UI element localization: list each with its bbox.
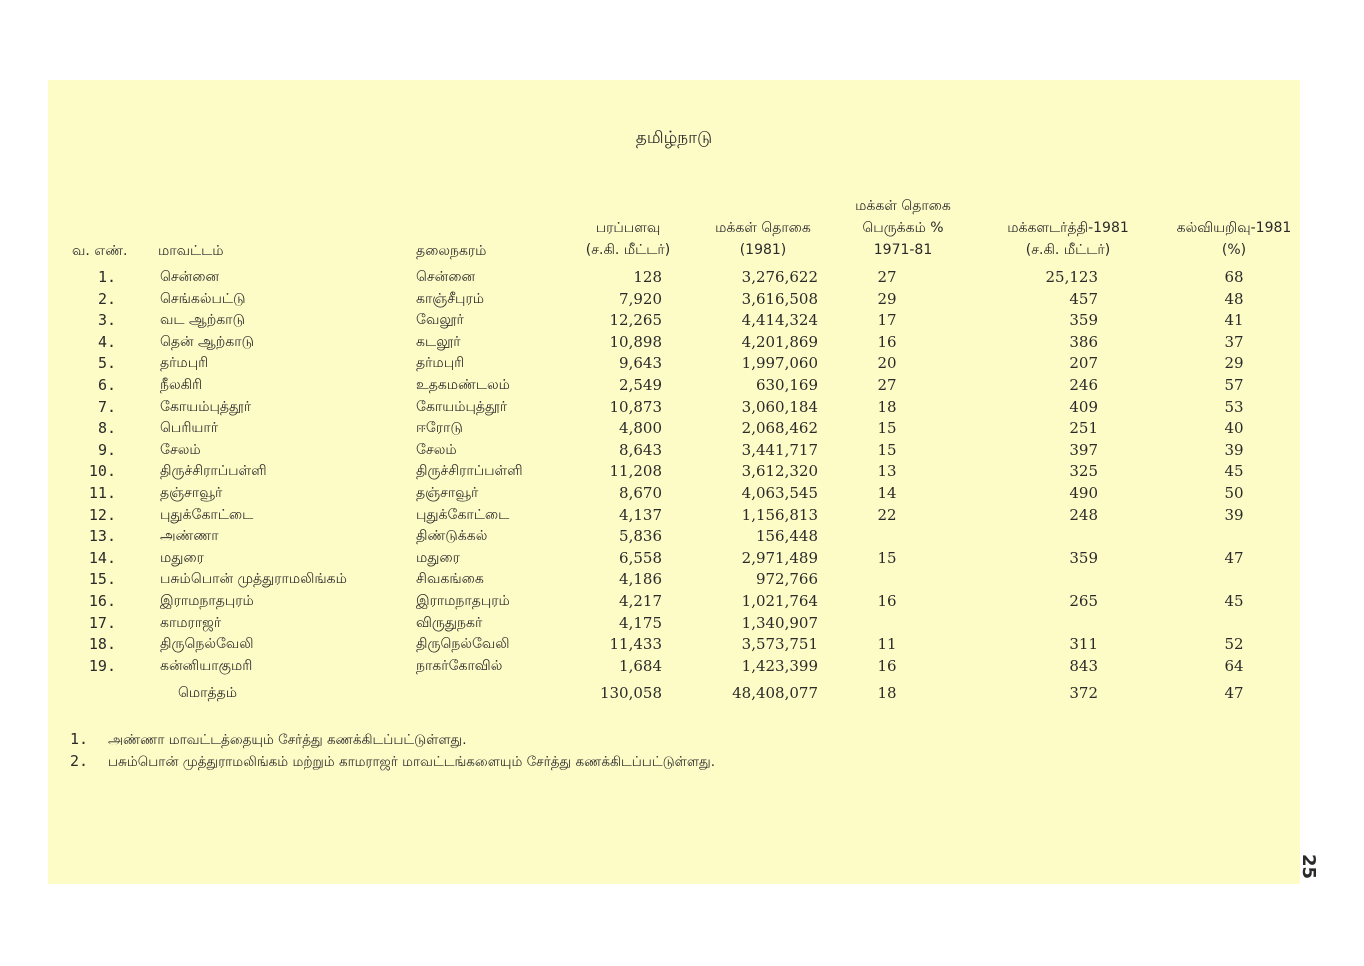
cell-area: 4,175	[619, 613, 662, 632]
cell-sno: 9.	[97, 440, 116, 459]
cell-area: 7,920	[619, 289, 662, 308]
cell-capital: திருநெல்வேலி	[416, 636, 510, 653]
total-label: மொத்தம்	[178, 685, 237, 701]
cell-area: 1,684	[619, 656, 662, 675]
table-row	[48, 331, 1300, 353]
table-row	[48, 525, 1300, 547]
cell-sno: 1.	[97, 268, 116, 286]
footnote-2-number: 2.	[70, 752, 89, 770]
cell-density: 457	[1069, 289, 1098, 308]
table-row	[48, 504, 1300, 526]
cell-population: 1,021,764	[741, 592, 818, 610]
footnote-2	[70, 752, 715, 772]
total-area: 130,058	[599, 684, 662, 702]
cell-district: திருச்சிராப்பள்ளி	[160, 463, 267, 480]
cell-population: 1,156,813	[741, 505, 818, 524]
cell-growth: 13	[877, 462, 897, 481]
cell-literacy: 45	[1224, 592, 1244, 610]
header-literacy	[1164, 217, 1304, 261]
header-population-line1: மக்கள் தொகை	[715, 220, 811, 236]
cell-density: 359	[1069, 311, 1098, 330]
footnote-1-number: 1.	[70, 730, 89, 748]
cell-area: 8,643	[619, 440, 662, 459]
table-row	[48, 352, 1300, 374]
cell-district: தென் ஆற்காடு	[160, 333, 255, 350]
total-density: 372	[1069, 684, 1098, 702]
cell-population: 1,340,907	[741, 613, 818, 632]
cell-capital: தஞ்சாவூர்	[416, 485, 479, 501]
cell-literacy: 48	[1224, 289, 1244, 308]
cell-area: 4,186	[619, 570, 662, 589]
cell-density: 207	[1069, 354, 1098, 373]
header-sno: வ. எண்.	[72, 243, 128, 259]
header-area-line2: (ச.கி. மீட்டர்)	[585, 242, 671, 258]
header-growth	[838, 195, 968, 261]
cell-density: 409	[1069, 397, 1098, 416]
cell-population: 156,448	[755, 527, 818, 546]
cell-area: 8,670	[619, 484, 662, 502]
cell-density: 397	[1069, 440, 1098, 459]
cell-sno: 13.	[88, 527, 116, 546]
cell-area: 4,217	[619, 592, 662, 610]
cell-growth: 16	[877, 332, 897, 351]
cell-area: 11,433	[609, 635, 662, 654]
header-literacy-line1: கல்வியறிவு-1981	[1176, 220, 1292, 236]
cell-growth: 18	[877, 397, 897, 416]
cell-population: 3,441,717	[741, 440, 818, 459]
cell-growth: 16	[877, 656, 897, 675]
cell-area: 10,898	[609, 332, 662, 351]
page-title: தமிழ்நாடு	[635, 128, 713, 148]
header-literacy-line2: (%)	[1221, 242, 1247, 258]
cell-district: இராமநாதபுரம்	[160, 593, 254, 609]
cell-growth: 15	[877, 440, 897, 459]
header-density	[988, 217, 1148, 261]
cell-literacy: 40	[1224, 419, 1244, 438]
cell-growth: 16	[877, 592, 897, 610]
cell-area: 5,836	[619, 527, 662, 546]
cell-sno: 4.	[97, 332, 116, 351]
cell-capital: தர்மபுரி	[416, 355, 465, 372]
total-growth: 18	[877, 684, 897, 702]
cell-literacy: 39	[1224, 505, 1244, 524]
table-row	[48, 266, 1300, 288]
cell-literacy: 50	[1224, 484, 1244, 502]
cell-capital: சிவகங்கை	[416, 571, 484, 588]
cell-district: தஞ்சாவூர்	[160, 485, 223, 501]
cell-sno: 7.	[97, 397, 116, 416]
cell-density: 386	[1069, 332, 1098, 351]
cell-capital: சென்னை	[416, 269, 476, 285]
cell-population: 1,423,399	[741, 656, 818, 675]
cell-population: 3,060,184	[741, 397, 818, 416]
table-row	[48, 612, 1300, 634]
cell-density: 25,123	[1045, 268, 1098, 286]
cell-literacy: 52	[1224, 635, 1244, 654]
total-row	[48, 682, 1300, 704]
cell-capital: நாகர்கோவில்	[416, 657, 503, 674]
cell-district: பசும்பொன் முத்துராமலிங்கம்	[160, 571, 347, 588]
header-area	[568, 217, 688, 261]
header-density-line1: மக்களடர்த்தி-1981	[1007, 220, 1129, 236]
cell-population: 972,766	[755, 570, 818, 589]
cell-capital: திருச்சிராப்பள்ளி	[416, 463, 523, 480]
cell-population: 2,068,462	[741, 419, 818, 438]
cell-capital: விருதுநகர்	[416, 614, 483, 631]
cell-growth: 20	[877, 354, 897, 373]
total-population: 48,408,077	[732, 684, 818, 702]
cell-capital: புதுக்கோட்டை	[416, 506, 510, 523]
cell-population: 3,573,751	[741, 635, 818, 654]
table-row	[48, 288, 1300, 310]
table-row	[48, 633, 1300, 655]
cell-population: 4,201,869	[741, 332, 818, 351]
cell-density: 359	[1069, 548, 1098, 567]
cell-district: சேலம்	[160, 441, 201, 458]
header-density-line2: (ச.கி. மீட்டர்)	[1025, 242, 1111, 258]
cell-sno: 12.	[88, 505, 116, 524]
cell-sno: 11.	[88, 484, 116, 502]
cell-density: 246	[1069, 376, 1098, 394]
table-row	[48, 482, 1300, 504]
cell-sno: 16.	[88, 592, 116, 610]
cell-district: புதுக்கோட்டை	[160, 506, 254, 523]
cell-population: 3,276,622	[741, 268, 818, 286]
header-growth-line3: 1971-81	[873, 242, 933, 258]
cell-area: 4,800	[619, 419, 662, 438]
cell-sno: 10.	[88, 462, 116, 481]
cell-population: 3,616,508	[741, 289, 818, 308]
table-row	[48, 655, 1300, 677]
cell-district: காமராஜர்	[160, 614, 222, 631]
cell-density: 248	[1069, 505, 1098, 524]
header-area-line1: பரப்பளவு	[595, 220, 661, 236]
cell-capital: உதகமண்டலம்	[416, 377, 510, 393]
cell-district: திருநெல்வேலி	[160, 636, 254, 653]
table-row	[48, 417, 1300, 439]
table-row	[48, 439, 1300, 461]
cell-district: கோயம்புத்தூர்	[160, 398, 252, 415]
header-population	[708, 217, 818, 261]
header-district: மாவட்டம்	[158, 243, 224, 259]
cell-literacy: 29	[1224, 354, 1244, 373]
cell-sno: 8.	[97, 419, 116, 438]
cell-sno: 14.	[88, 548, 116, 567]
cell-capital: கோயம்புத்தூர்	[416, 398, 508, 415]
cell-capital: ஈரோடு	[416, 420, 463, 437]
cell-density: 490	[1069, 484, 1098, 502]
cell-literacy: 47	[1224, 548, 1244, 567]
cell-sno: 6.	[97, 376, 116, 394]
cell-district: செங்கல்பட்டு	[160, 290, 246, 307]
cell-capital: வேலூர்	[416, 312, 464, 329]
cell-literacy: 45	[1224, 462, 1244, 481]
cell-capital: திண்டுக்கல்	[416, 528, 488, 545]
cell-density: 843	[1069, 656, 1098, 675]
cell-literacy: 53	[1224, 397, 1244, 416]
cell-growth: 29	[877, 289, 897, 308]
cell-literacy: 57	[1224, 376, 1244, 394]
cell-population: 2,971,489	[741, 548, 818, 567]
total-literacy: 47	[1224, 684, 1244, 702]
cell-density: 251	[1069, 419, 1098, 438]
cell-district: கன்னியாகுமரி	[160, 657, 253, 674]
header-growth-line2: பெருக்கம் %	[862, 220, 944, 236]
cell-district: தர்மபுரி	[160, 355, 209, 372]
cell-population: 3,612,320	[741, 462, 818, 481]
cell-area: 10,873	[609, 397, 662, 416]
cell-population: 4,063,545	[741, 484, 818, 502]
cell-density: 265	[1069, 592, 1098, 610]
cell-sno: 15.	[88, 570, 116, 589]
cell-sno: 18.	[88, 635, 116, 654]
cell-literacy: 68	[1224, 268, 1244, 286]
cell-district: வட ஆற்காடு	[160, 312, 245, 329]
cell-district: பெரியார்	[160, 420, 219, 437]
cell-growth: 27	[877, 268, 897, 286]
table-row	[48, 396, 1300, 418]
cell-district: அண்ணா	[160, 528, 219, 545]
cell-growth: 22	[877, 505, 897, 524]
cell-growth: 14	[877, 484, 897, 502]
table-row	[48, 590, 1300, 612]
cell-population: 1,997,060	[741, 354, 818, 373]
cell-sno: 5.	[97, 354, 116, 373]
cell-growth: 15	[877, 548, 897, 567]
cell-capital: இராமநாதபுரம்	[416, 593, 510, 609]
cell-density: 325	[1069, 462, 1098, 481]
cell-area: 9,643	[619, 354, 662, 373]
header-capital: தலைநகரம்	[416, 243, 487, 259]
cell-growth: 15	[877, 419, 897, 438]
cell-area: 12,265	[609, 311, 662, 330]
page-number: 25	[1298, 853, 1320, 880]
cell-area: 6,558	[619, 548, 662, 567]
header-growth-line1: மக்கள் தொகை	[855, 198, 951, 214]
cell-population: 630,169	[755, 376, 818, 394]
cell-capital: கடலூர்	[416, 333, 461, 350]
cell-area: 2,549	[619, 376, 662, 394]
table-row	[48, 460, 1300, 482]
cell-literacy: 39	[1224, 440, 1244, 459]
cell-literacy: 37	[1224, 332, 1244, 351]
cell-area: 11,208	[609, 462, 662, 481]
footnote-1	[70, 730, 467, 750]
cell-district: நீலகிரி	[160, 377, 203, 393]
cell-area: 4,137	[619, 505, 662, 524]
cell-sno: 3.	[97, 311, 116, 330]
table-row	[48, 309, 1300, 331]
table-row	[48, 547, 1300, 569]
cell-literacy: 41	[1224, 311, 1244, 330]
cell-district: சென்னை	[160, 269, 220, 285]
header-population-line2: (1981)	[739, 242, 787, 258]
footnote-2-text: பசும்பொன் முத்துராமலிங்கம் மற்றும் காமராஜர் மாவட்டங்களையும் சேர்த்து கணக்கிடப்பட்டுள்ளது.	[108, 754, 716, 770]
cell-density: 311	[1069, 635, 1098, 654]
cell-population: 4,414,324	[741, 311, 818, 330]
cell-growth: 17	[877, 311, 897, 330]
cell-capital: மதுரை	[416, 549, 460, 566]
cell-capital: சேலம்	[416, 441, 457, 458]
cell-sno: 19.	[88, 656, 116, 675]
cell-literacy: 64	[1224, 656, 1244, 675]
cell-growth: 27	[877, 376, 897, 394]
cell-district: மதுரை	[160, 549, 204, 566]
cell-sno: 2.	[97, 289, 116, 308]
cell-sno: 17.	[88, 613, 116, 632]
cell-capital: காஞ்சீபுரம்	[416, 290, 484, 307]
document-page	[48, 80, 1300, 884]
cell-growth: 11	[877, 635, 897, 654]
cell-area: 128	[633, 268, 662, 286]
footnote-1-text: அண்ணா மாவட்டத்தையும் சேர்த்து கணக்கிடப்பட்டுள்ளது.	[108, 732, 467, 748]
table-row	[48, 568, 1300, 590]
table-row	[48, 374, 1300, 396]
